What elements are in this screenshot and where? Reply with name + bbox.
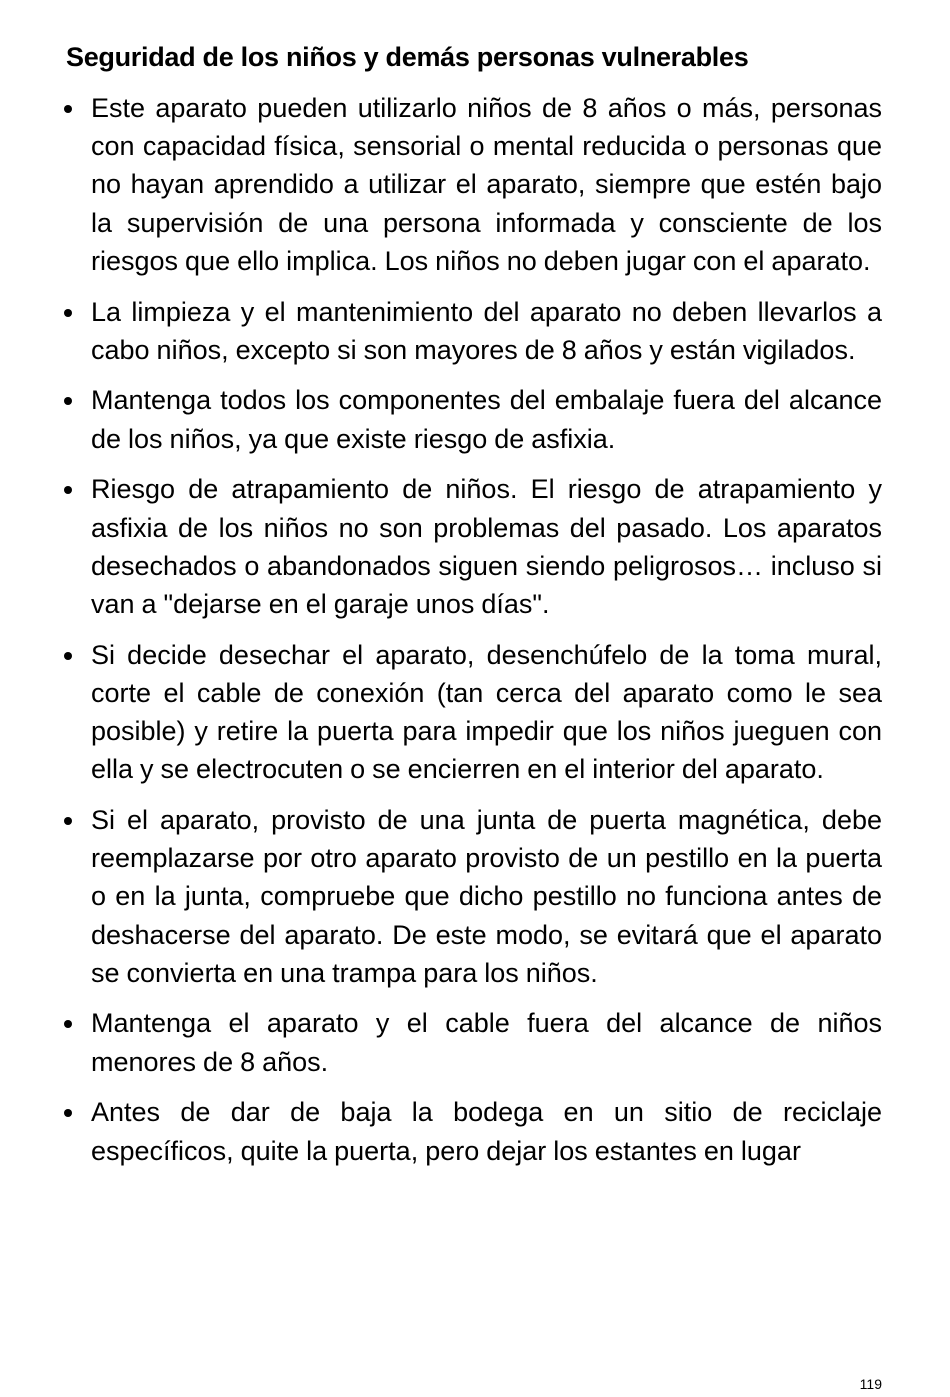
- bullet-item: [0, 293, 950, 369]
- bullet-text: Antes de dar de baja la bodega en un sitio de reciclaje específicos, quite la puerta, pero dejar los estantes en lugar: [91, 1097, 882, 1166]
- bullet-text: La limpieza y el mantenimiento del aparato no deben llevarlos a cabo niños, excepto si son mayores de 8 años y están vigilados.: [91, 296, 882, 365]
- bullet-item: [0, 1004, 950, 1080]
- bullet-item: [0, 470, 950, 623]
- bullet-icon: [64, 309, 72, 317]
- bullet-text: Mantenga todos los componentes del embalaje fuera del alcance de los niños, ya que existe riesgo de asfixia.: [91, 385, 882, 454]
- bullet-icon: [64, 105, 72, 113]
- bullet-text: Este aparato pueden utilizarlo niños de 8 años o más, personas con capacidad física, sensorial o mental reducida o personas que no hayan aprendido a utilizar el aparato, siempre que estén bajo la supervisión de una persona informada y consciente de los riesgos que ello implica. Los niños no deben jugar con el aparato.: [91, 93, 882, 276]
- safety-bullet-list: [0, 89, 950, 1182]
- bullet-icon: [64, 817, 72, 825]
- bullet-icon: [64, 652, 72, 660]
- bullet-text: Si decide desechar el aparato, desenchúfelo de la toma mural, corte el cable de conexión (tan cerca del aparato como le sea posible) y retire la puerta para impedir que los niños jueguen con ella y se electrocuten o se encierren en el interior del aparato.: [91, 639, 882, 785]
- bullet-text: Riesgo de atrapamiento de niños. El riesgo de atrapamiento y asfixia de los niños no son problemas del pasado. Los aparatos desechados o abandonados siguen siendo peligrosos… incluso si van a "dejarse en el garaje unos días".: [91, 474, 882, 619]
- bullet-item: [0, 801, 950, 992]
- bullet-text: Mantenga el aparato y el cable fuera del alcance de niños menores de 8 años.: [91, 1008, 882, 1077]
- bullet-icon: [64, 1109, 72, 1117]
- section-heading: Seguridad de los niños y demás personas vulnerables: [66, 42, 749, 72]
- bullet-item: [0, 381, 950, 457]
- bullet-icon: [64, 397, 72, 405]
- bullet-item: [0, 636, 950, 789]
- bullet-item: [0, 89, 950, 280]
- bullet-icon: [64, 486, 72, 494]
- bullet-text: Si el aparato, provisto de una junta de puerta magnética, debe reemplazarse por otro aparato provisto de un pestillo en la puerta o en la junta, compruebe que dicho pestillo no funciona antes de deshacerse del aparato. De este modo, se evitará que el aparato se convierta en una trampa para los niños.: [91, 804, 882, 988]
- bullet-item: [0, 1093, 950, 1169]
- page-number: 119: [859, 1376, 882, 1392]
- bullet-icon: [64, 1020, 72, 1028]
